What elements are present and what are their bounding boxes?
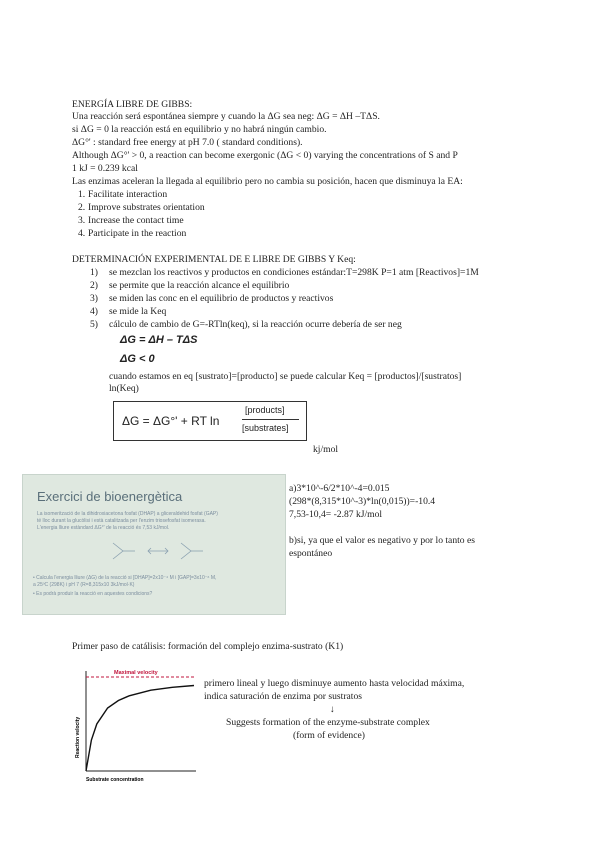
text-line: Although ΔG°' > 0, a reaction can become exergonic (ΔG < 0) varying the concentrations of S and P [72,150,458,161]
formula-lhs: ΔG = ΔG°' + RT ln [122,414,220,428]
text-line: 1 kJ = 0.239 kcal [72,163,138,174]
section-heading-experimental: DETERMINACIÓN EXPERIMENTAL DE E LIBRE DE GIBBS Y Keq: [72,254,356,265]
answer-b-line: b)si, ya que el valor es negativo y por lo tanto es [289,535,475,546]
photo-text: La isomerització de la dihidroxiacetona fosfat (DHAP) a gliceraldehid fosfat (GAP) [37,511,218,517]
michaelis-menten-chart [70,663,200,783]
photo-question: a 25ºC (298K) i pH 7 (R=8,315x10 3kJ/mol·K) [33,582,135,588]
photo-question: • Es podrà produir la reacció en aquestes condicions? [33,591,153,597]
step-text: se mide la Keq [109,306,167,317]
answer-a-line: 7,53-10,4= -2.87 kJ/mol [289,509,383,520]
text-line: ln(Keq) [109,383,139,394]
text-line: indica saturación de enzima por sustratos [204,691,362,702]
step-text: cálculo de cambio de G=-RTln(keq), si la reacción ocurre debería de ser neg [109,319,402,330]
step-text: se miden las conc en el equilibrio de productos y reactivos [109,293,334,304]
velocity-curve [86,686,194,772]
text-line: ΔG°' : standard free energy at pH 7.0 ( standard conditions). [72,137,303,148]
photo-title: Exercici de bioenergètica [37,489,183,504]
step-number: 1) [90,267,98,278]
answer-b-line: espontáneo [289,548,333,559]
list-item-number: 1. [78,189,86,200]
photo-question: • Calcula l'energia lliure (ΔG) de la reacció si [DHAP]=2x10⁻⁴ M i [GAP]=3x10⁻⁶ M, [33,575,217,581]
text-line: cuando estamos en eq [sustrato]=[producto] se puede calcular Keq = [productos]/[sustratos] [109,371,462,382]
list-item: Improve substrates orientation [88,202,205,213]
list-item-number: 3. [78,215,86,226]
answer-a-line: (298*(8,315*10^-3)*ln(0,015))=-10.4 [289,496,436,507]
step-number: 3) [90,293,98,304]
step-number: 2) [90,280,98,291]
answer-a-line: a)3*10^-6/2*10^-4=0.015 [289,483,390,494]
list-item: Facilitate interaction [88,189,168,200]
list-item-number: 2. [78,202,86,213]
text-line: Una reacción será espontánea siempre y cuando la ΔG sea neg: ΔG = ΔH –TΔS. [72,111,380,122]
step-text: se mezclan los reactivos y productos en condiciones estándar:T=298K P=1 atm [Reactivos]=1M [109,267,479,278]
list-item: Participate in the reaction [88,228,187,239]
text-line: (form of evidence) [293,730,365,741]
free-energy-formula-box [113,401,307,441]
exercise-photo [22,474,286,615]
gibbs-equation: ΔG = ΔH – TΔS [120,334,198,346]
step-number: 5) [90,319,98,330]
x-axis-label: Substrate concentration [86,777,144,783]
list-item: Increase the contact time [88,215,184,226]
formula-denominator: [substrates] [242,423,289,433]
photo-molecule-diagram [93,533,223,573]
spontaneity-condition: ΔG < 0 [120,353,155,365]
text-line: primero lineal y luego disminuye aumento hasta velocidad máxima, [204,678,465,689]
step-number: 4) [90,306,98,317]
section-heading-gibbs: ENERGÍA LIBRE DE GIBBS: [72,99,193,110]
section-heading-catalysis: Primer paso de catálisis: formación del complejo enzima-sustrato (K1) [72,641,344,652]
formula-numerator: [products] [245,405,285,415]
down-arrow-icon: ↓ [330,704,335,715]
fraction-bar [242,419,299,420]
text-line: Suggests formation of the enzyme-substrate complex [226,717,430,728]
step-text: se permite que la reacción alcance el equilibrio [109,280,290,291]
text-line: Las enzimas aceleran la llegada al equilibrio pero no cambia su posición, hacen que disminuya la EA: [72,176,463,187]
photo-text: té lloc durant la glucòlisi i està catalitzada per l'enzim triosefosfat isomerasa. [37,518,206,524]
max-velocity-label: Maximal velocity [114,670,158,676]
list-item-number: 4. [78,228,86,239]
photo-text: L'energia lliure estàndard ΔG°' de la reacció és 7,53 kJ/mol. [37,525,170,531]
y-axis-label: Reaction velocity [75,716,81,758]
unit-label: kj/mol [313,444,339,455]
text-line: si ΔG = 0 la reacción está en equilibrio y no habrá ningún cambio. [72,124,327,135]
